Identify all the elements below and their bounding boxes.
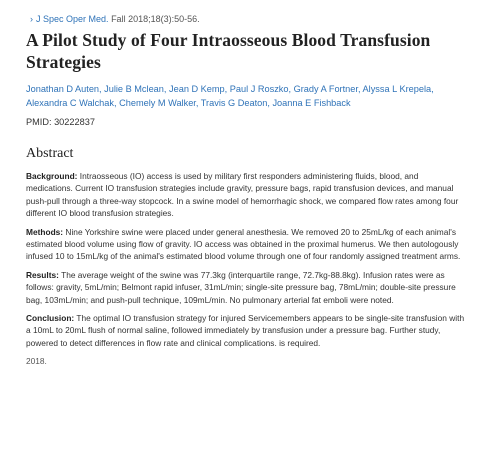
abstract-results [26,269,465,306]
author-list[interactable]: Jonathan D Auten, Julie B Mclean, Jean D Kemp, Paul J Roszko, Grady A Fortner, Alyssa L Krepela, Alexandra C Walchak, Chemely M Walker, Travis G Deaton, Joanna E Fishback [26,84,434,108]
section-text: Nine Yorkshire swine were placed under general anesthesia. We removed 20 to 25mL/kg of each animal's estimated blood volume using flow of gravity. IO access was obtained in the proximal humerus. We then autologously infused 10 to 15mL/kg of the animal's estimated blood volume through one of four randomly assigned treatment arms. [26,226,461,262]
section-label: Results: [26,269,59,280]
article-title: A Pilot Study of Four Intraosseous Blood Transfusion Strategies [26,30,431,72]
abstract-methods [26,226,465,263]
section-text: Intraosseous (IO) access is used by military first responders administering fluids, blood, and medications. Current IO transfusion strategies include gravity, pressure bags, rapid transfusion devices, and manual push-pull through a three-way stopcock. In a swine model of hemorrhagic shock, we compared flow rates among four different IO blood transfusion strategies. [26,171,459,219]
chevron-right-icon: › [30,14,33,24]
section-label: Methods: [26,226,64,237]
section-text: The optimal IO transfusion strategy for injured Servicemembers appears to be single-site transfusion with a 10mL to 20mL flush of normal saline, followed immediately by transfusion under a pressure bag. Further study, powered to detect differences in flow rate and clinical complications. is required. [26,313,465,348]
journal-link[interactable]: J Spec Oper Med. [36,14,109,24]
section-text: The average weight of the swine was 77.3kg (interquartile range, 72.7kg-88.8kg). Infusion rates were as follows: gravity, 5mL/min; Belmont rapid infuser, 31mL/min; single-site pressure bag, 78mL/min; double-site pressure bag, 103mL/min; and push-pull technique, 109mL/min. No pulmonary arterial fat emboli were noted. [26,269,456,305]
section-label: Background: [26,171,78,181]
abstract-background [26,170,465,220]
citation [30,13,465,25]
abstract-heading: Abstract [26,146,74,161]
citation-details: Fall 2018;18(3):50-56. [111,14,200,24]
section-label: Conclusion: [26,313,75,324]
publication-year: 2018. [26,356,47,367]
abstract-conclusion [26,312,465,349]
pmid: PMID: 30222837 [26,117,95,127]
